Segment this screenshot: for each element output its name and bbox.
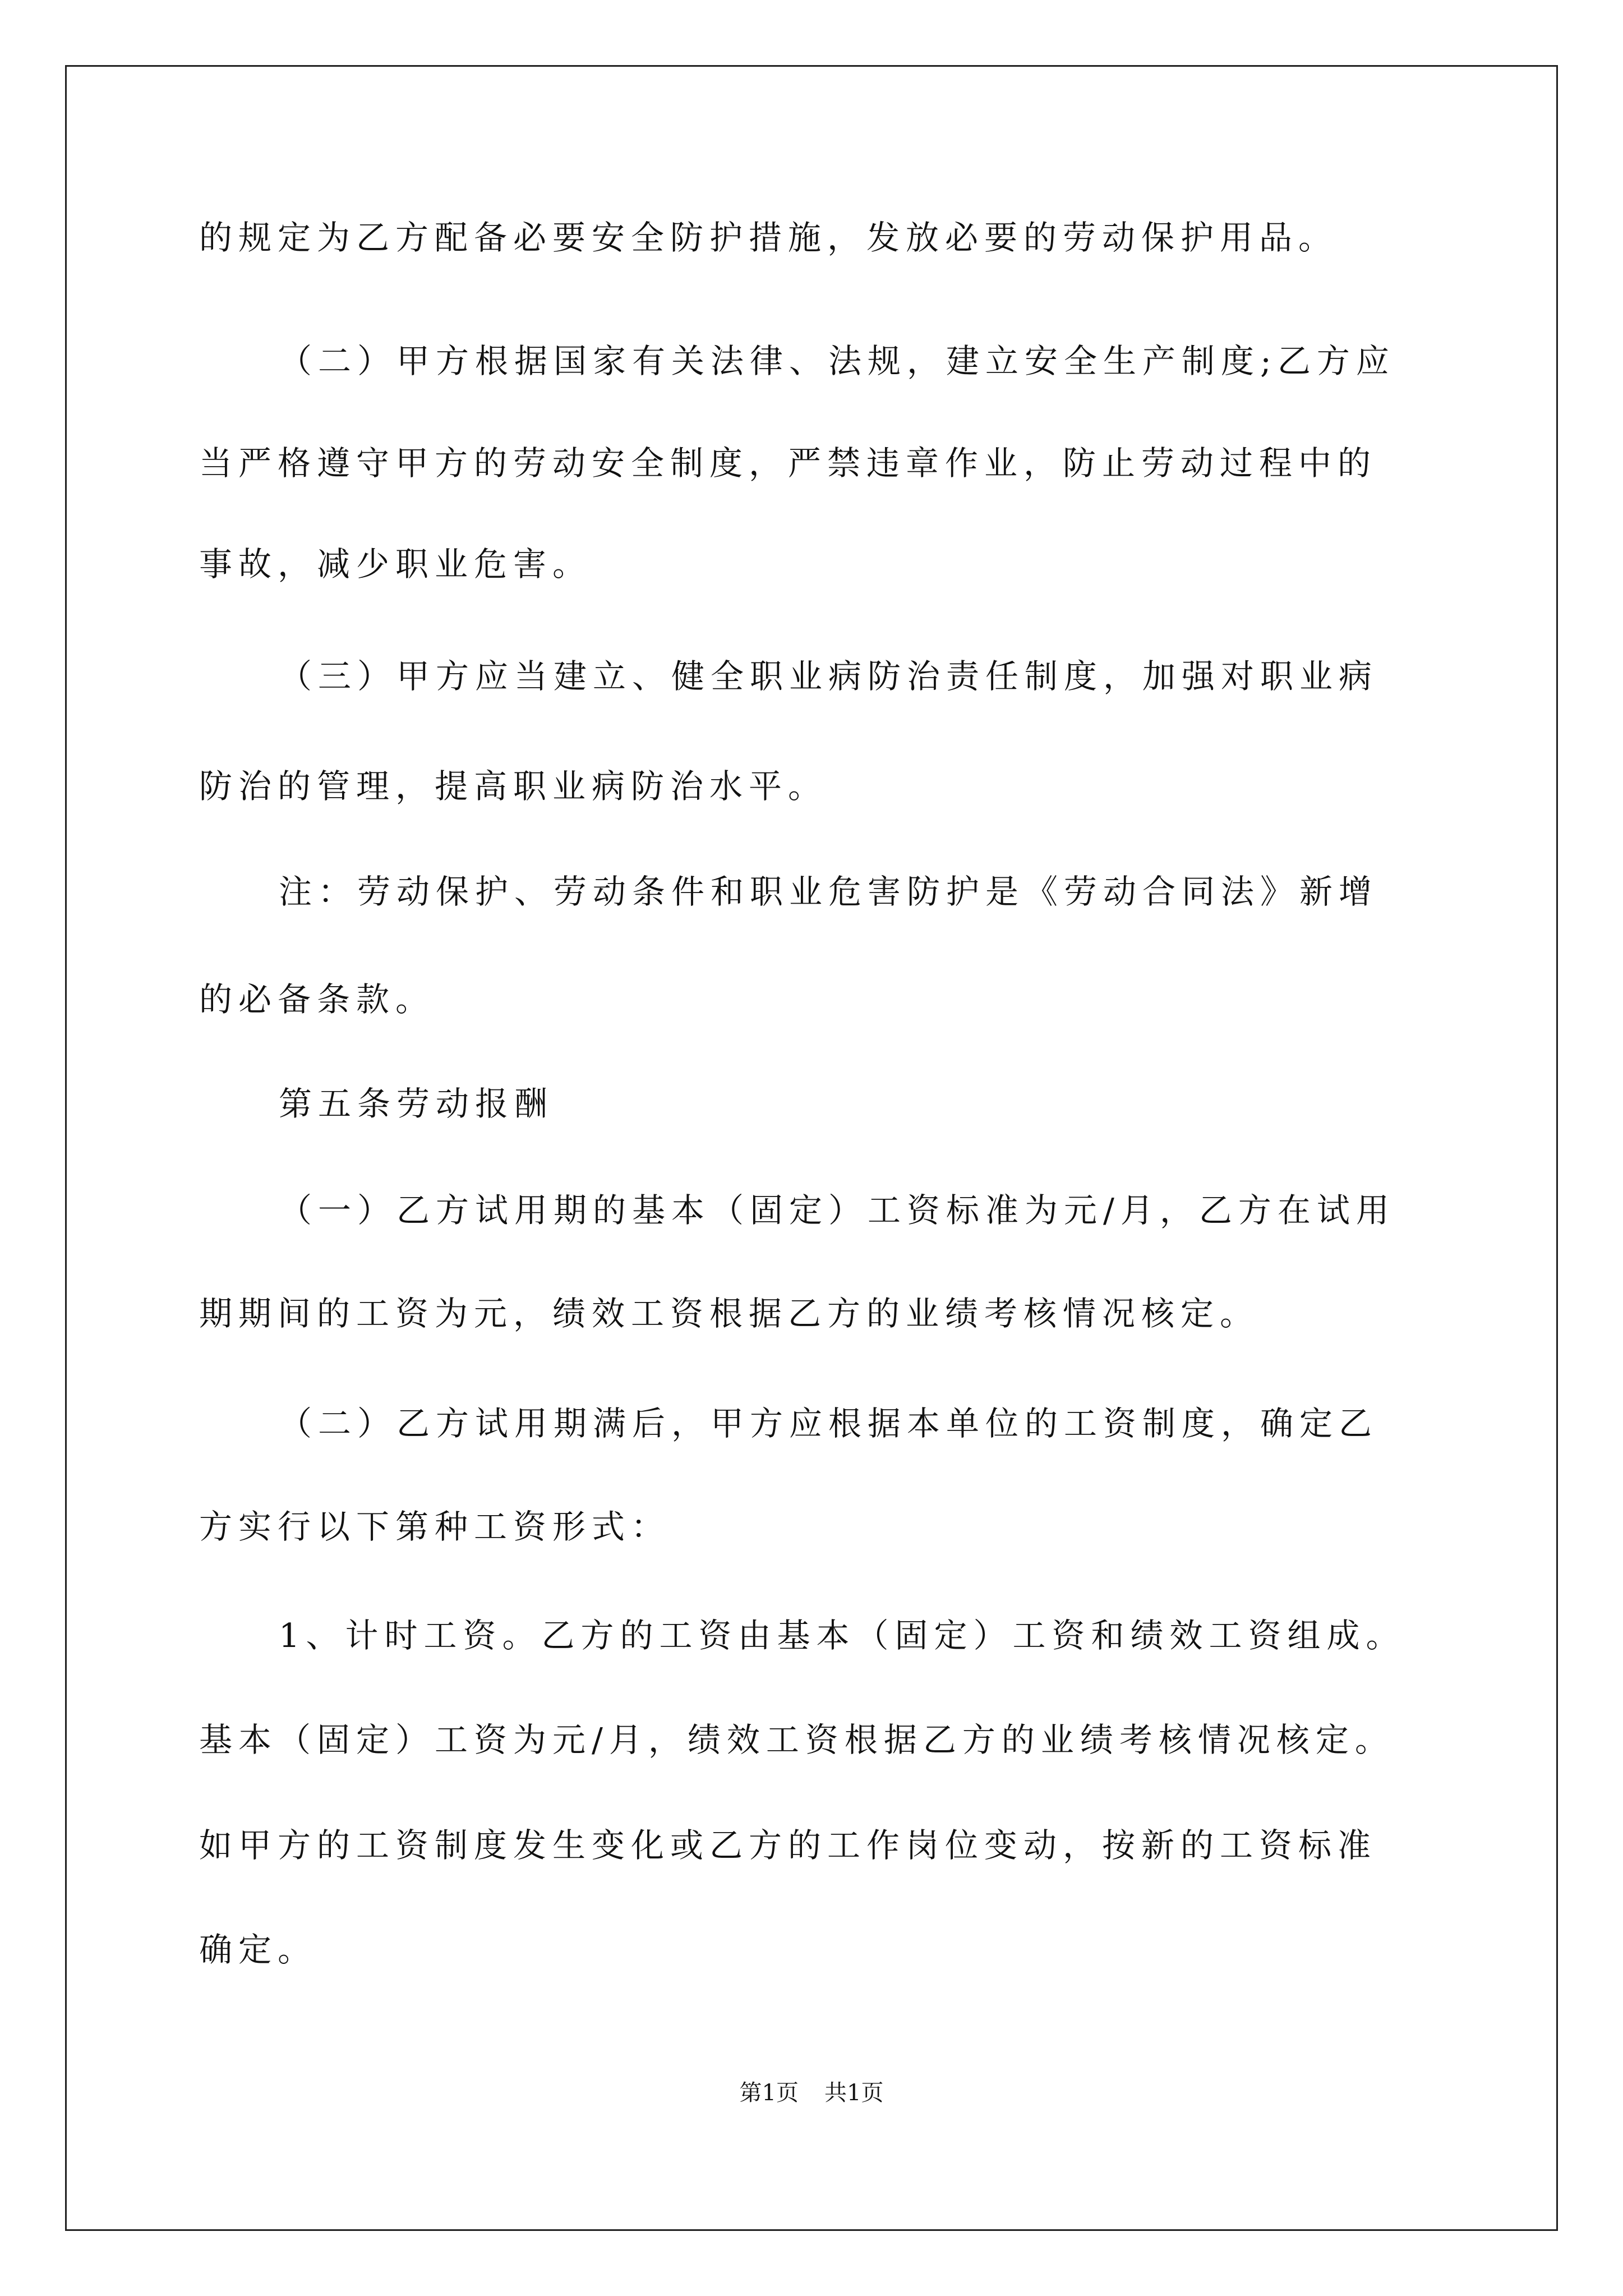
section-heading: 第五条劳动报酬 <box>279 1084 554 1123</box>
text-line: （一）乙方试用期的基本（固定）工资标准为元/月，乙方在试用 <box>279 1191 1395 1230</box>
text-line: （二）甲方根据国家有关法律、法规，建立安全生产制度;乙方应 <box>279 342 1395 380</box>
text-line: 基本（固定）工资为元/月，绩效工资根据乙方的业绩考核情况核定。 <box>199 1720 1394 1759</box>
page-footer <box>0 2079 1623 2107</box>
text-line: 防治的管理，提高职业病防治水平。 <box>199 767 828 806</box>
text-line: 期期间的工资为元，绩效工资根据乙方的业绩考核情况核定。 <box>199 1294 1260 1333</box>
page-number: 第1页 <box>739 2080 799 2106</box>
page-total: 共1页 <box>824 2080 884 2106</box>
text-line: 当严格遵守甲方的劳动安全制度，严禁违章作业，防止劳动过程中的 <box>199 444 1377 482</box>
text-line: 的规定为乙方配备必要安全防护措施，发放必要的劳动保护用品。 <box>199 218 1338 257</box>
text-line: 1、计时工资。乙方的工资由基本（固定）工资和绩效工资组成。 <box>279 1616 1405 1655</box>
text-line: 确定。 <box>199 1930 317 1969</box>
text-line: 方实行以下第种工资形式： <box>199 1507 671 1546</box>
text-line: （二）乙方试用期满后，甲方应根据本单位的工资制度，确定乙 <box>279 1404 1378 1443</box>
text-line: 事故，减少职业危害。 <box>199 545 592 583</box>
page-border <box>65 65 1558 2231</box>
text-line: 注：劳动保护、劳动条件和职业危害防护是《劳动合同法》新增 <box>279 872 1378 911</box>
text-line: 如甲方的工资制度发生变化或乙方的工作岗位变动，按新的工资标准 <box>199 1826 1377 1865</box>
text-line: 的必备条款。 <box>199 980 435 1019</box>
text-line: （三）甲方应当建立、健全职业病防治责任制度，加强对职业病 <box>279 657 1378 696</box>
